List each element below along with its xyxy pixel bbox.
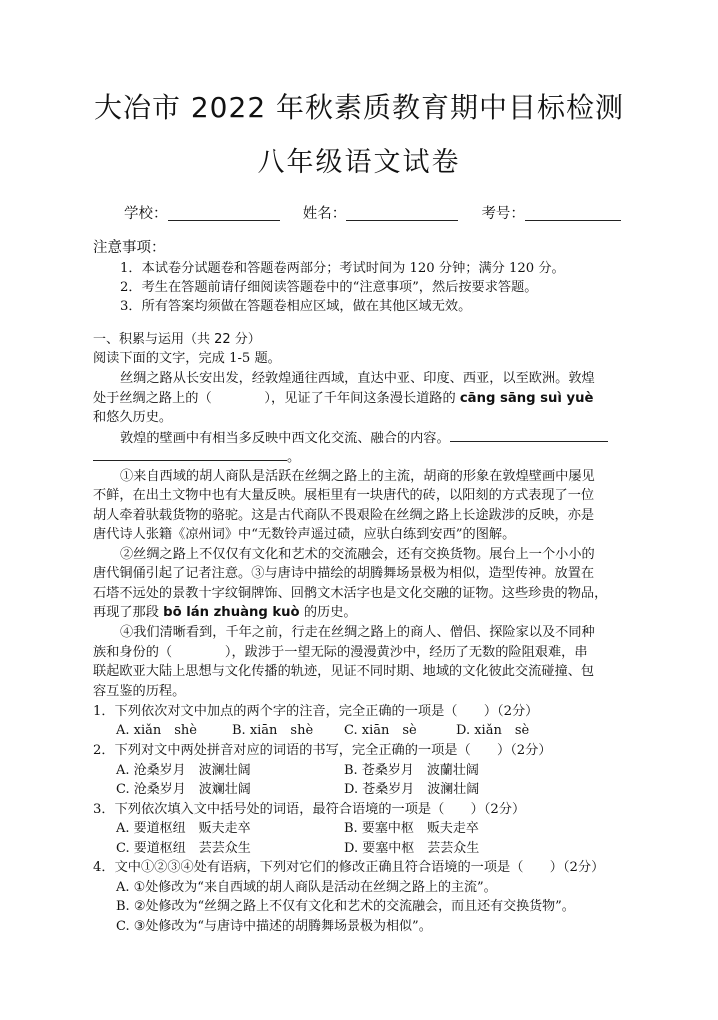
option-c[interactable]: C. 沧桑岁月 波斓壮阔 [116, 782, 251, 797]
exam-no-blank[interactable] [525, 206, 621, 221]
school-blank[interactable] [168, 206, 280, 221]
passage-text: 再现了那段 [93, 605, 159, 620]
option-b[interactable]: B. 苍桑岁月 波蘭壮阔 [344, 763, 479, 778]
passage-p1-line3: 和悠久历史。 [93, 410, 173, 425]
passage-p3: 唐代诗人张籍《凉州词》中“无数铃声遥过碛，应驮白练到安西”的图解。 [93, 527, 516, 542]
name-label: 姓名： [302, 206, 347, 222]
passage-p3: ①来自西域的胡人商队是活跃在丝绸之路上的主流，胡商的形象在敦煌壁画中屡见 [120, 469, 595, 484]
notice-heading: 注意事项： [93, 240, 166, 256]
passage-p4: 唐代铜俑引起了记者注意。③与唐诗中描绘的胡腾舞场景极为相似，造型传神。放置在 [93, 566, 595, 581]
exam-title-line2: 八年级语文试卷 [257, 147, 461, 178]
option-a[interactable]: A. 沧桑岁月 波澜壮阔 [116, 763, 251, 778]
passage-p1-line2 [93, 389, 593, 408]
option-d[interactable]: D. xiǎn sè [456, 723, 530, 738]
notice-item: 2．考生在答题前请仔细阅读答题卷中的“注意事项”，然后按要求答题。 [120, 280, 538, 295]
passage-p5: ④我们清晰看到，千年之前，行走在丝绸之路上的商人、僧侣、探险家以及不同种 [120, 625, 595, 640]
option-c[interactable]: C. 要道枢纽 芸芸众生 [116, 841, 251, 856]
passage-p4: 石塔不远处的景教十字纹铜牌饰、回鹘文木活字也是文化交融的证物。这些珍贵的物品， [93, 586, 608, 601]
question-stem: 3．下列依次填入文中括号处的词语，最符合语境的一项是（ ）（2分） [93, 802, 526, 817]
passage-p5: 族和身份的（ ），跋涉于一望无际的漫漫黄沙中，经历了无数的险阻艰难，串 [93, 645, 588, 660]
passage-p5: 容互鉴的历程。 [93, 684, 186, 699]
option-a[interactable]: A. ①处修改为“来自西域的胡人商队是活动在丝绸之路上的主流”。 [116, 880, 497, 895]
notice-item: 1．本试卷分试题卷和答题卷两部分；考试时间为 120 分钟；满分 120 分。 [120, 261, 565, 276]
passage-p4: ②丝绸之路上不仅仅有文化和艺术的交流融会，还有交换货物。展台上一个小小的 [120, 547, 595, 562]
pinyin-prompt: cāng sāng suì yuè [459, 391, 594, 406]
option-a[interactable]: A. xiǎn shè [116, 723, 198, 738]
answer-blank-line[interactable]: 。 [93, 447, 300, 467]
pinyin-prompt: bō lán zhuàng kuò [163, 605, 300, 620]
passage-text: 敦煌的壁画中有相当多反映中西文化交流、融合的内容。 [120, 431, 450, 446]
passage-p3: 不鲜，在出土文物中也有大量反映。展柜里有一块唐代的砖，以阳刻的方式表现了一位 [93, 488, 595, 503]
passage-text: 处于丝绸之路上的（ ），见证了千年间这条漫长道路的 [93, 391, 456, 406]
option-d[interactable]: D. 要塞中枢 芸芸众生 [344, 841, 480, 856]
option-b[interactable]: B. ②处修改为“丝绸之路上不仅有文化和艺术的交流融会，而且还有交换货物”。 [116, 899, 575, 914]
passage-p4-last [93, 603, 357, 622]
option-d[interactable]: D. 苍桑岁月 波澜壮阔 [344, 782, 480, 797]
passage-text: 的历史。 [303, 605, 357, 620]
passage-p5: 联起欧亚大陆上思想与文化传播的轨迹，见证不同时期、地域的文化彼此交流碰撞、包 [93, 664, 595, 679]
exam-no-label: 考号： [481, 206, 525, 222]
exam-title-line1: 大冶市 2022 年秋素质教育期中目标检测 [93, 91, 625, 124]
passage-p2 [120, 428, 608, 448]
notice-item: 3．所有答案均须做在答题卷相应区域，做在其他区域无效。 [120, 299, 472, 314]
option-b[interactable]: B. xiān shè [232, 723, 314, 738]
answer-blank[interactable] [450, 428, 608, 442]
section-heading: 一、积累与运用（共 22 分） [93, 332, 261, 347]
option-b[interactable]: B. 要塞中枢 贩夫走卒 [344, 821, 479, 836]
passage-p3: 胡人牵着驮载货物的骆驼。这是古代商队不畏艰险在丝绸之路上长途跋涉的反映，亦是 [93, 508, 595, 523]
section-instruction: 阅读下面的文字，完成 1-5 题。 [93, 351, 281, 366]
question-stem: 1．下列依次对文中加点的两个字的注音，完全正确的一项是（ ）（2分） [93, 704, 539, 719]
question-stem: 4．文中①②③④处有语病，下列对它们的修改正确且符合语境的一项是（ ）（2分） [93, 860, 605, 875]
passage-p1: 丝绸之路从长安出发，经敦煌通往西域，直达中亚、印度、西亚，以至欧洲。敦煌 [120, 371, 595, 386]
school-label: 学校： [124, 206, 168, 222]
student-info-row [124, 202, 621, 223]
name-blank[interactable] [346, 206, 458, 221]
question-stem: 2．下列对文中两处拼音对应的词语的书写，完全正确的一项是（ ）（2分） [93, 743, 552, 758]
option-c[interactable]: C. xiān sè [344, 723, 417, 738]
option-a[interactable]: A. 要道枢纽 贩夫走卒 [116, 821, 251, 836]
option-c[interactable]: C. ③处修改为“与唐诗中描述的胡腾舞场景极为相似”。 [116, 919, 432, 934]
